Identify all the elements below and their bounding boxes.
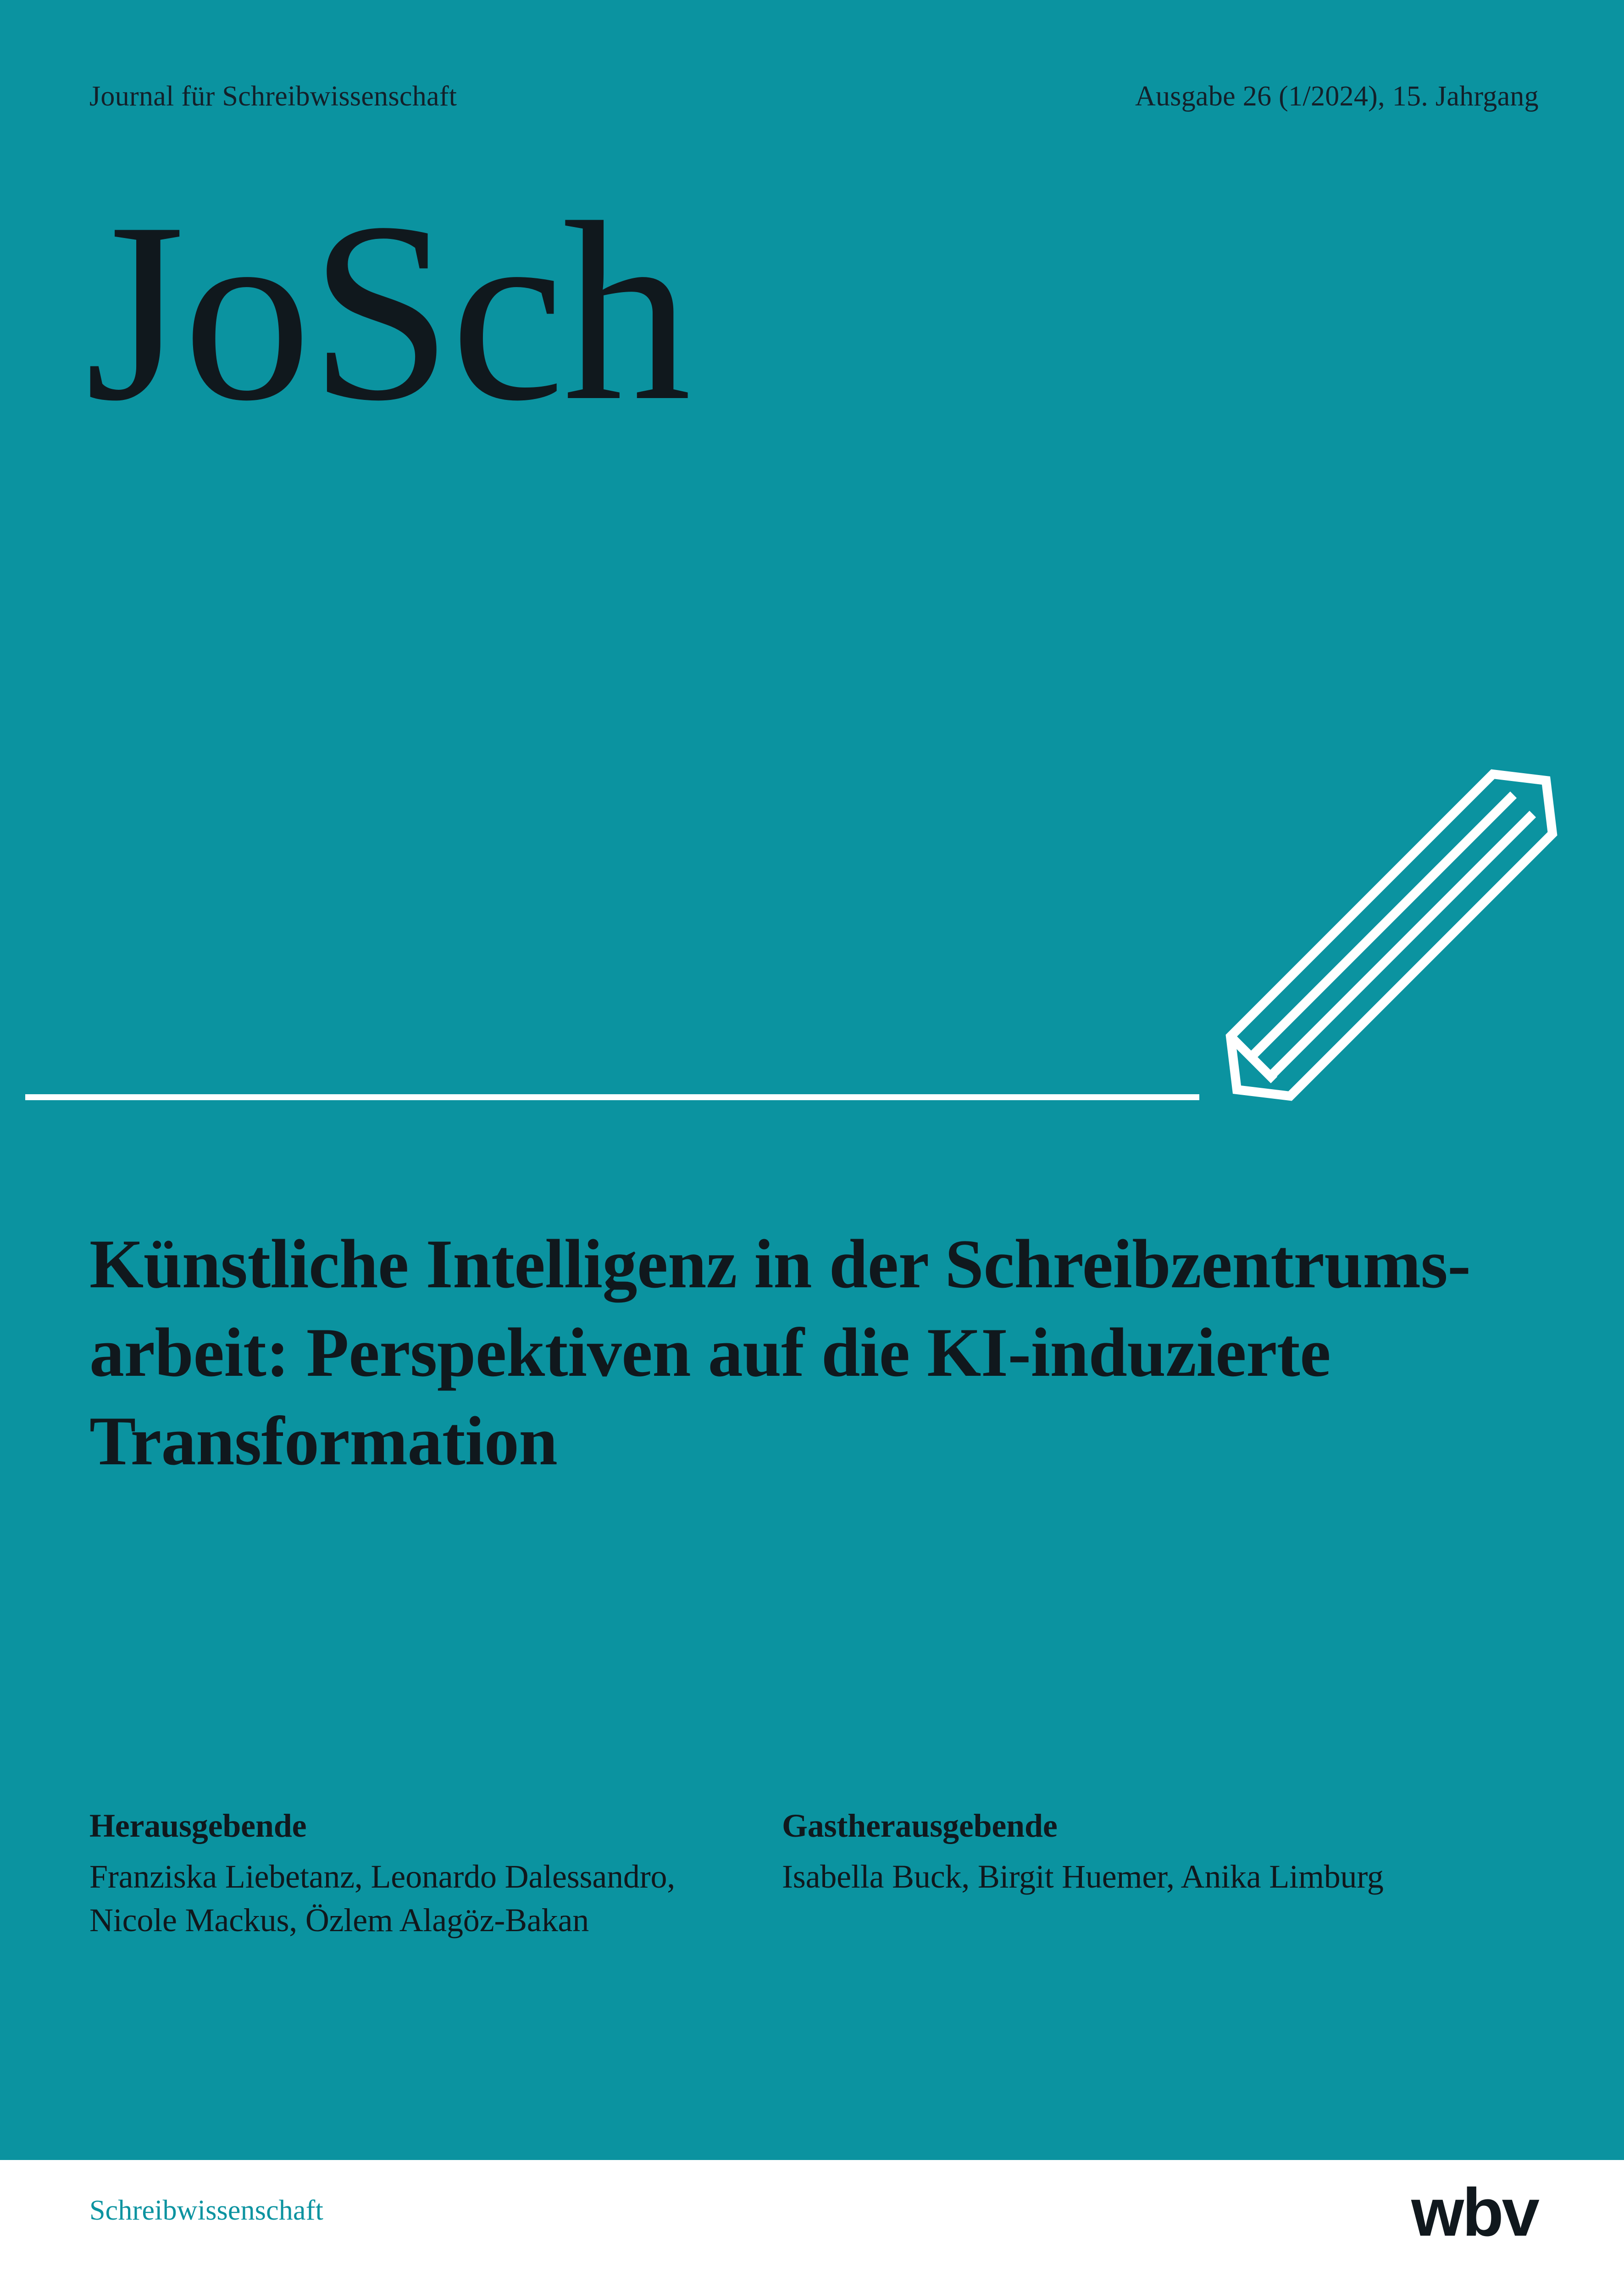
- horizontal-divider: [25, 1094, 1199, 1100]
- editors-guest-names: Isabella Buck, Birgit Huemer, Anika Limburg: [782, 1858, 1384, 1895]
- josch-logo: JoSch: [85, 170, 689, 454]
- cover-meta-row: [89, 80, 1539, 113]
- editors-primary-names: Franziska Liebetanz, Leonardo Dalessandro, Nicole Mackus, Özlem Alagöz-Bakan: [89, 1858, 676, 1939]
- page-title: Künstliche Intelligenz in der Schreibzentrumsarbeit: Perspektiven auf die KI-induzierte Transformation: [89, 1225, 1471, 1480]
- journal-name: Journal für Schreibwissenschaft: [89, 81, 457, 112]
- pencil-icon: [1179, 725, 1559, 1105]
- editors-primary-heading: Herausgebende: [89, 1807, 307, 1844]
- issue-info: Ausgabe 26 (1/2024), 15. Jahrgang: [1135, 81, 1539, 112]
- publisher-logo: wbv: [1411, 2175, 1538, 2250]
- series-label: Schreibwissenschaft: [89, 2195, 324, 2226]
- editors-primary: [89, 1807, 741, 1942]
- editors-section: [89, 1807, 1511, 1942]
- editors-guest: [782, 1807, 1433, 1942]
- editors-guest-heading: Gastherausgebende: [782, 1807, 1058, 1844]
